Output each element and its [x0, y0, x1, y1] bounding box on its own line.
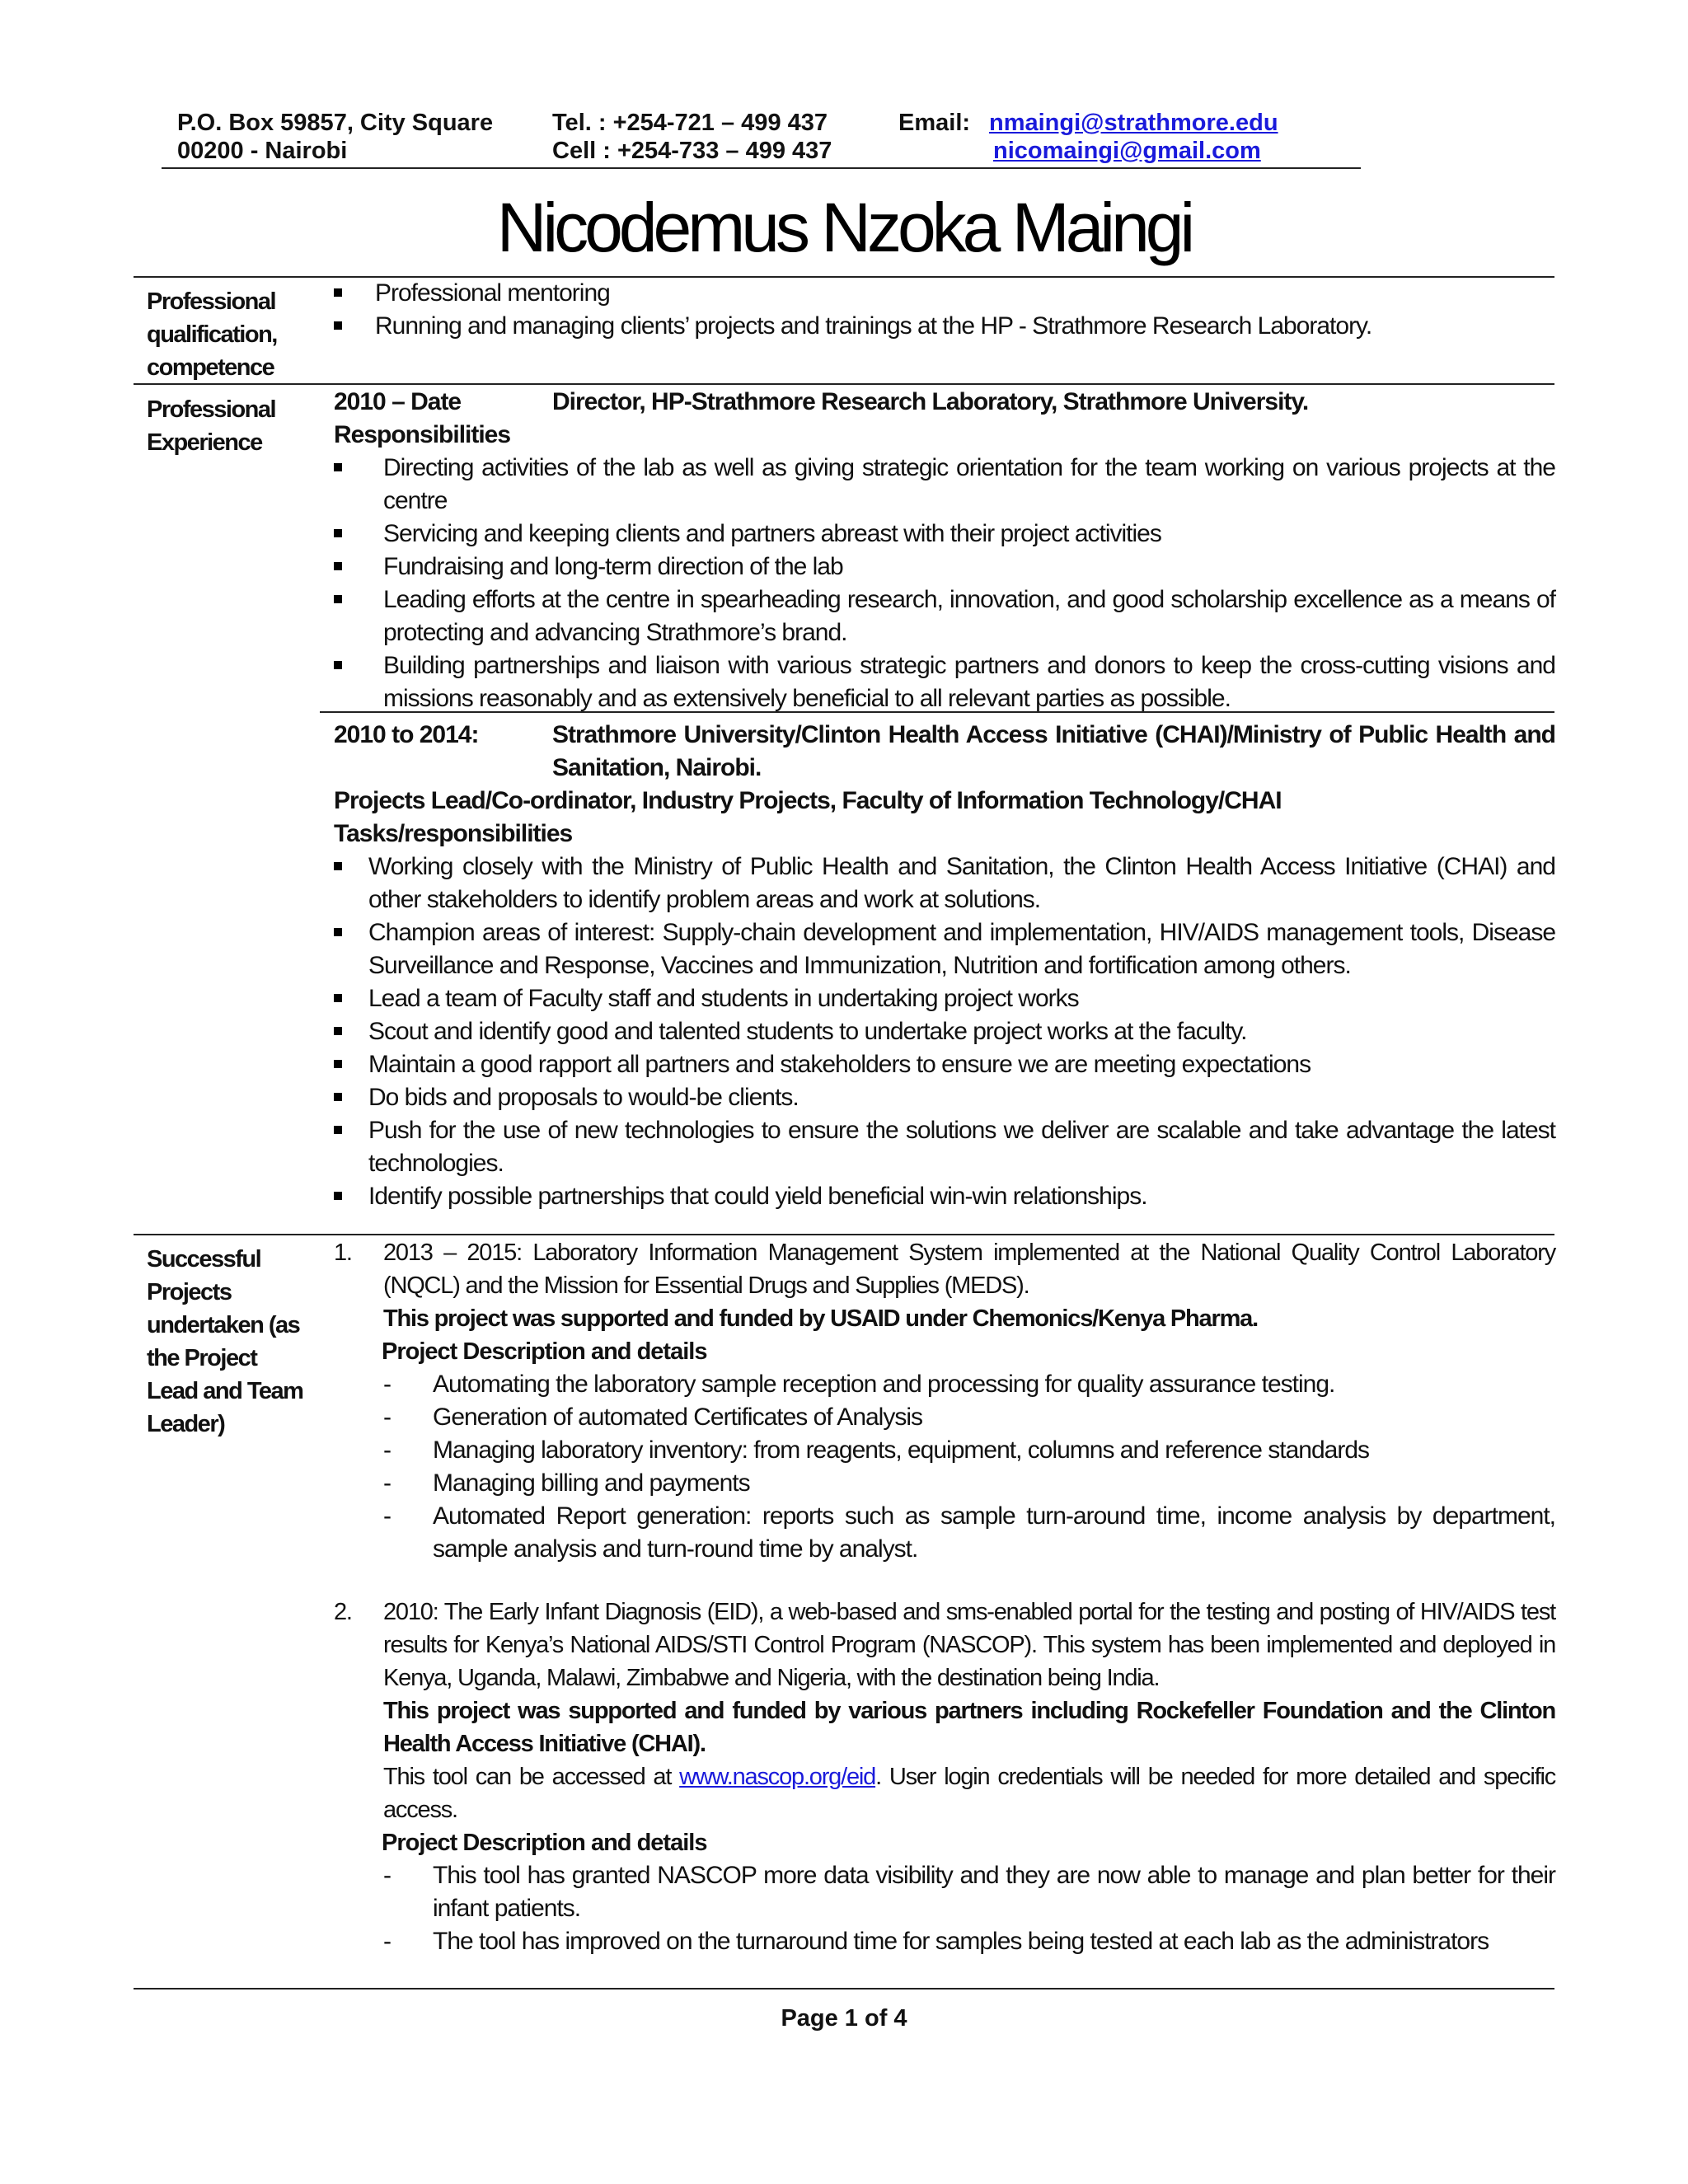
section-divider [134, 1234, 1554, 1235]
list-item: Do bids and proposals to would-be clients. [334, 1081, 1555, 1114]
list-item: Lead a team of Faculty staff and students in undertaking project works [334, 982, 1555, 1015]
email-label: Email: [898, 110, 971, 136]
qualification-content [334, 277, 1555, 343]
page-title: Nicodemus Nzoka Maingi [496, 189, 1192, 266]
tel: Tel. : +254-721 – 499 437 [552, 110, 828, 136]
project-2-desc-heading: Project Description and details [382, 1830, 707, 1856]
list-item: - Automating the laboratory sample reception and processing for quality assurance testing. [334, 1368, 1555, 1401]
list-item: Push for the use of new technologies to ensure the solutions we deliver are scalable and take advantage the latest technologies. [334, 1114, 1555, 1180]
list-item: Running and managing clients’ projects and trainings at the HP - Strathmore Research Laboratory. [334, 310, 1555, 343]
project-2-access [334, 1760, 1555, 1826]
list-item: Identify possible partnerships that could yield beneficial win-win relationships. [334, 1180, 1555, 1213]
project-2-text: 2010: The Early Infant Diagnosis (EID), a web-based and sms-enabled portal for the testing and posting of HIV/AIDS test results for Kenya’s National AIDS/STI Control Program (NASCOP). This system has been implemented and deployed in Kenya, Uganda, Malawi, Zimbabwe and Nigeria, with the destination being India. [383, 1599, 1555, 1691]
list-item: Directing activities of the lab as well as giving strategic orientation for the team working on various projects at the centre [334, 452, 1555, 518]
email-link-1[interactable]: nmaingi@strathmore.edu [989, 110, 1278, 136]
job1-dates: 2010 – Date [334, 388, 462, 415]
cell: Cell : +254-733 – 499 437 [552, 138, 832, 164]
list-item: Maintain a good rapport all partners and stakeholders to ensure we are meeting expectations [334, 1048, 1555, 1081]
project-1-desc-heading: Project Description and details [382, 1338, 707, 1365]
section-divider [134, 383, 1554, 385]
contact-divider [162, 167, 1361, 169]
project-1-number: 1. [334, 1240, 352, 1266]
project-2 [334, 1596, 1555, 1694]
project-1 [334, 1236, 1555, 1302]
page-number: Page 1 of 4 [781, 2005, 907, 2032]
address-line1: P.O. Box 59857, City Square [177, 110, 494, 136]
list-item: - This tool has granted NASCOP more data visibility and they are now able to manage and plan better for their infant patients. [334, 1859, 1555, 1925]
project-2-funding: This project was supported and funded by various partners including Rockefeller Foundation and the Clinton Health Access Initiative (CHAI). [383, 1698, 1555, 1757]
project-2-number: 2. [334, 1599, 352, 1625]
job1-resp-heading: Responsibilities [334, 421, 511, 448]
email-link-2[interactable]: nicomaingi@gmail.com [993, 138, 1261, 164]
access-post: . User login credentials will be needed for more detailed and specific access. [383, 1764, 1555, 1823]
address-line2: 00200 - Nairobi [177, 138, 348, 164]
projects-content [334, 1236, 1555, 1958]
qualification-label: Professional qualification, competence [147, 288, 277, 381]
list-item: Building partnerships and liaison with various strategic partners and donors to keep the cross-cutting visions and missions reasonably and as extensively beneficial to all relevant parties as possible. [334, 649, 1555, 715]
experience-content [334, 386, 1555, 1213]
list-item: - Generation of automated Certificates of Analysis [334, 1401, 1555, 1434]
contact-block [177, 109, 1356, 165]
experience-label: Professional Experience [147, 396, 276, 456]
job2-title: Strathmore University/Clinton Health Access Initiative (CHAI)/Ministry of Public Health and Sanitation, Nairobi. [552, 721, 1555, 781]
job1-title: Director, HP-Strathmore Research Laboratory, Strathmore University. [552, 388, 1309, 415]
list-item: Scout and identify good and talented students to undertake project works at the faculty. [334, 1015, 1555, 1048]
list-item: - Automated Report generation: reports such as sample turn-around time, income analysis by department, sample analysis and turn-round time by analyst. [334, 1500, 1555, 1566]
list-item: Leading efforts at the centre in spearheading research, innovation, and good scholarship excellence as a means of protecting and advancing Strathmore’s brand. [334, 583, 1555, 649]
list-item: Champion areas of interest: Supply-chain development and implementation, HIV/AIDS management tools, Disease Surveillance and Response, Vaccines and Immunization, Nutrition and fortification among others. [334, 916, 1555, 982]
job2-tasks-heading: Tasks/responsibilities [334, 820, 573, 847]
list-item: Working closely with the Ministry of Public Health and Sanitation, the Clinton Health Access Initiative (CHAI) and other stakeholders to identify problem areas and work at solutions. [334, 851, 1555, 916]
projects-label: Successful Projects undertaken (as the Project Lead and Team Leader) [147, 1246, 303, 1437]
access-pre: This tool can be accessed at [383, 1764, 680, 1790]
job2-dates: 2010 to 2014: [334, 721, 479, 748]
nascop-link[interactable]: www.nascop.org/eid [679, 1764, 876, 1790]
project-1-funding: This project was supported and funded by USAID under Chemonics/Kenya Pharma. [383, 1305, 1258, 1332]
list-item: Professional mentoring [334, 277, 1555, 310]
job2-role: Projects Lead/Co-ordinator, Industry Projects, Faculty of Information Technology/CHAI [334, 787, 1282, 814]
list-item: - Managing billing and payments [334, 1467, 1555, 1500]
list-item: Fundraising and long-term direction of the lab [334, 551, 1555, 583]
list-item: Servicing and keeping clients and partners abreast with their project activities [334, 518, 1555, 551]
list-item: - Managing laboratory inventory: from reagents, equipment, columns and reference standards [334, 1434, 1555, 1467]
section-divider [134, 1988, 1554, 1990]
list-item: - The tool has improved on the turnaround time for samples being tested at each lab as the administrators [334, 1925, 1555, 1958]
project-1-text: 2013 – 2015: Laboratory Information Management System implemented at the National Quality Control Laboratory (NQCL) and the Mission for Essential Drugs and Supplies (MEDS). [383, 1240, 1555, 1299]
